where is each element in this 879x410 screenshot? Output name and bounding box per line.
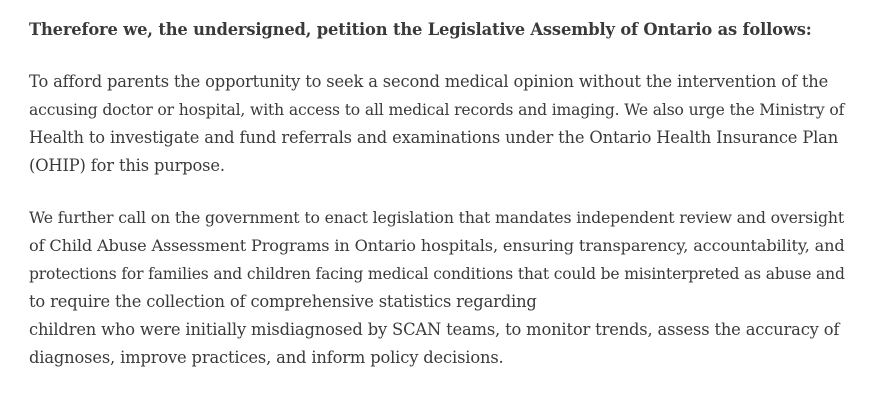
paragraph-line: diagnoses, improve practices, and inform policy decisions. [29,348,504,367]
paragraph-line: to require the collection of comprehensive statistics regarding [29,292,537,311]
paragraph-oversight [29,204,849,372]
paragraph-line: (OHIP) for this purpose. [29,156,225,175]
petition-text [29,16,849,396]
petition-heading: Therefore we, the undersigned, petition the Legislative Assembly of Ontario as follows: [29,20,812,39]
paragraph-line: protections for families and children facing medical conditions that could be misinterpreted as abuse and [29,265,845,283]
paragraph-line: To afford parents the opportunity to seek a second medical opinion without the intervention of the [29,72,829,91]
paragraph-line: children who were initially misdiagnosed by SCAN teams, to monitor trends, assess the accuracy of [29,320,840,339]
paragraph-line: Health to investigate and fund referrals and examinations under the Ontario Health Insurance Plan [29,128,839,147]
paragraph-line: We further call on the government to enact legislation that mandates independent review and oversight [29,208,845,227]
paragraph-line: of Child Abuse Assessment Programs in Ontario hospitals, ensuring transparency, accountability, and [29,236,845,255]
paragraph-second-opinion [29,68,849,180]
paragraph-line: accusing doctor or hospital, with access to all medical records and imaging. We also urge the Ministry of [29,101,845,119]
